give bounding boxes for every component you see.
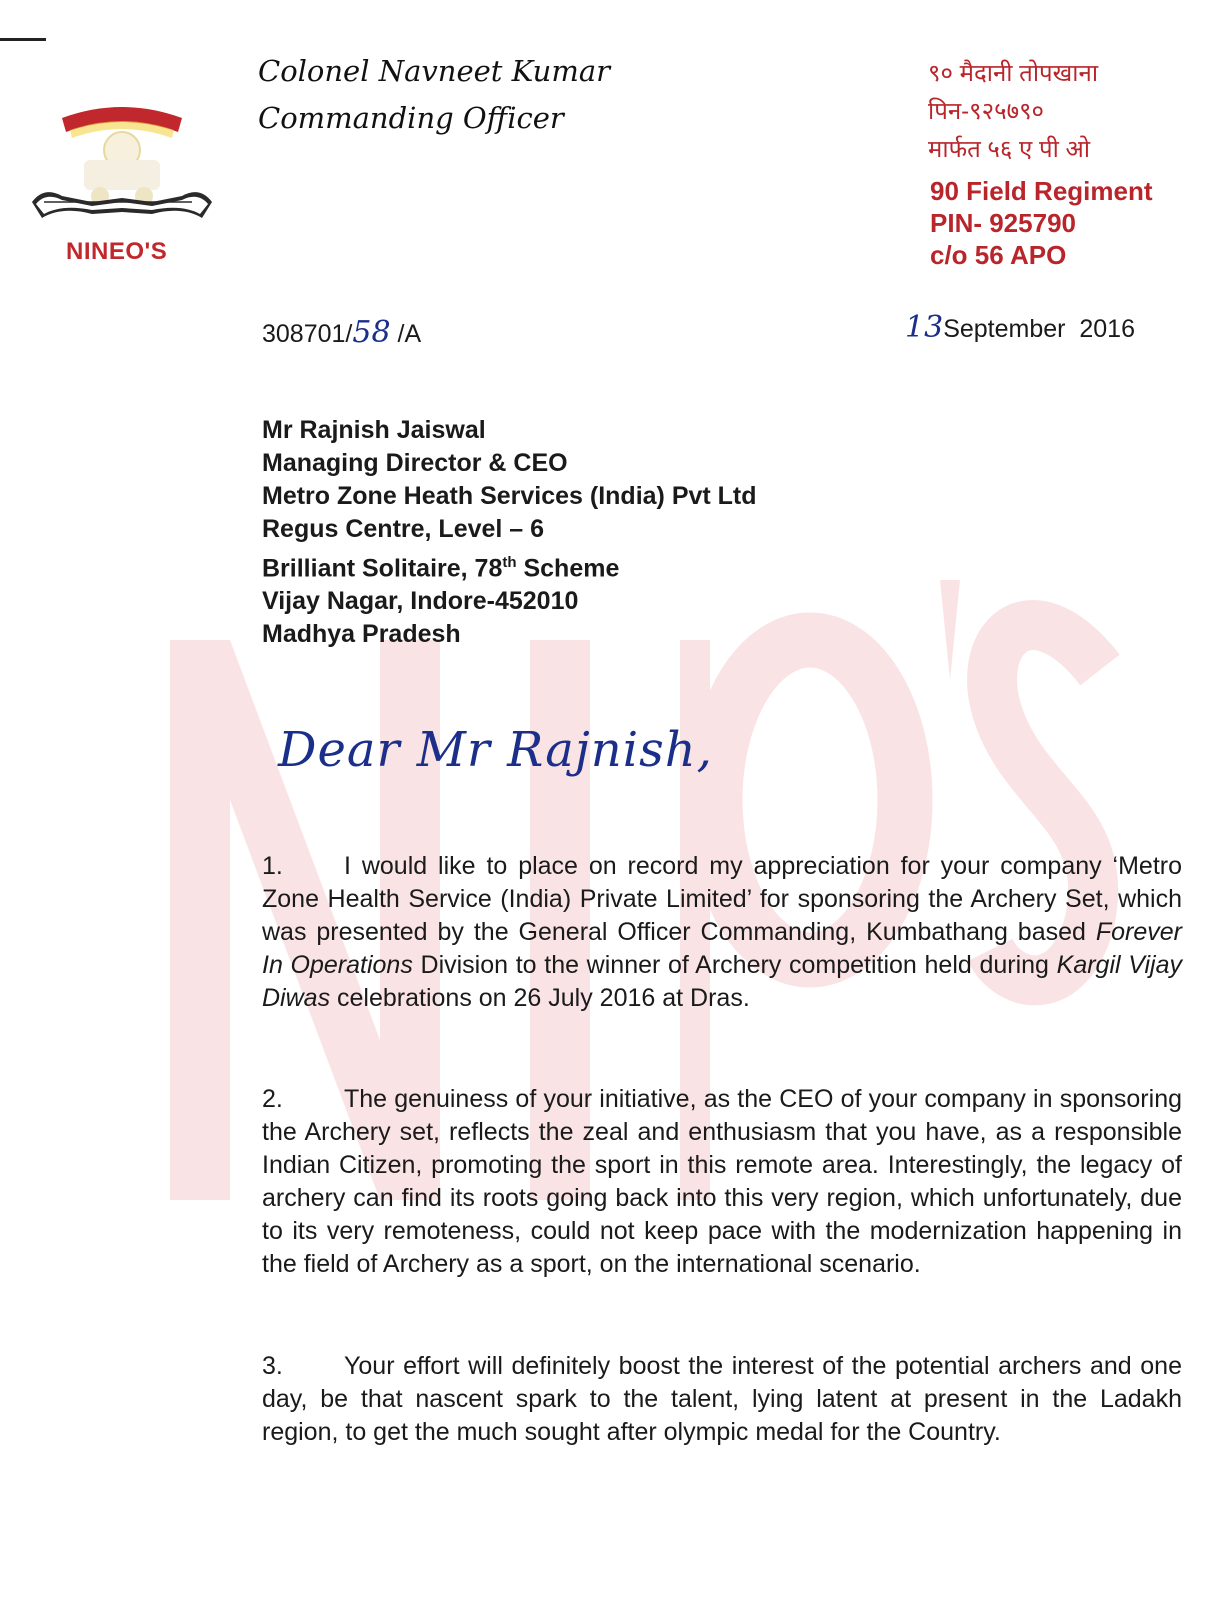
address-english-line-2: PIN- 925790 [930,208,1076,238]
address-hindi-line-3: मार्फत ५६ ए पी ओ [928,136,1091,163]
paragraph-1 [262,850,1182,1015]
paragraph-italic: Forever In Operations [262,918,1182,979]
paragraph-number: 2. [262,1085,283,1113]
unit-label: NINEO'S [66,238,168,265]
date-month-year: September 2016 [943,315,1135,343]
recipient-line: Mr Rajnish Jaiswal [262,416,486,444]
paragraph-text: I would like to place on record my appreciation for your company ‘Metro Zone Health Service (India) Private Limited’ for sponsoring the Archery Set, which was presented by the General Officer Commanding, Kumbathang based [262,852,1182,946]
officer-name: Colonel Navneet Kumar [258,54,610,88]
address-hindi-line-2: पिन-९२५७९० [928,98,1045,125]
paragraph-text: The genuiness of your initiative, as the CEO of your company in sponsoring the Archery set, reflects the zeal and enthusiasm that you have, as a responsible Indian Citizen, promoting the sport in this remote area. Interestingly, the legacy of archery can find its roots going back into this very region, which unfortunately, due to its very remoteness, could not keep pace with the modernization happening in the field of Archery as a sport, on the international scenario. [262,1085,1182,1278]
paragraph-3 [262,1350,1182,1449]
recipient-line-text: Brilliant Solitaire, 78 [262,554,503,583]
recipient-line: Regus Centre, Level – 6 [262,515,545,543]
corner-mark [0,38,46,41]
paragraph-italic: Kargil Vijay Diwas [262,951,1182,1012]
recipient-line-sup: th [502,554,517,571]
reference-number [262,315,421,350]
recipient-line [262,546,757,585]
recipient-line: Metro Zone Heath Services (India) Pvt Ltd [262,482,757,510]
paragraph-number: 1. [262,852,283,880]
address-english-line-3: c/o 56 APO [930,240,1067,270]
ref-prefix: 308701/ [262,320,353,348]
salutation-handwritten: Dear Mr Rajnish, [278,722,713,778]
paragraph-text: Division to the winner of Archery competition held during [412,951,1057,979]
officer-title: Commanding Officer [258,101,564,135]
letter-date [905,310,1135,345]
paragraph-text: Your effort will definitely boost the interest of the potential archers and one day, be that nascent spark to the talent, lying latent at present in the Ladakh region, to get the much sought after olympic medal for the Country. [262,1352,1182,1446]
date-day-handwritten: 13 [905,310,944,345]
recipient-address [262,414,757,651]
ref-suffix: /A [390,320,422,348]
paragraph-2 [262,1083,1182,1281]
recipient-line: Managing Director & CEO [262,449,568,477]
paragraph-text: celebrations on 26 July 2016 at Dras. [330,984,750,1012]
ref-handwritten: 58 [352,315,391,350]
address-english-line-1: 90 Field Regiment [930,176,1153,206]
regiment-emblem [22,90,222,240]
recipient-line-text: Scheme [516,554,620,583]
paragraph-number: 3. [262,1352,283,1380]
recipient-line: Vijay Nagar, Indore-452010 [262,587,579,616]
address-hindi-line-1: ९० मैदानी तोपखाना [928,60,1099,87]
recipient-line: Madhya Pradesh [262,620,461,649]
